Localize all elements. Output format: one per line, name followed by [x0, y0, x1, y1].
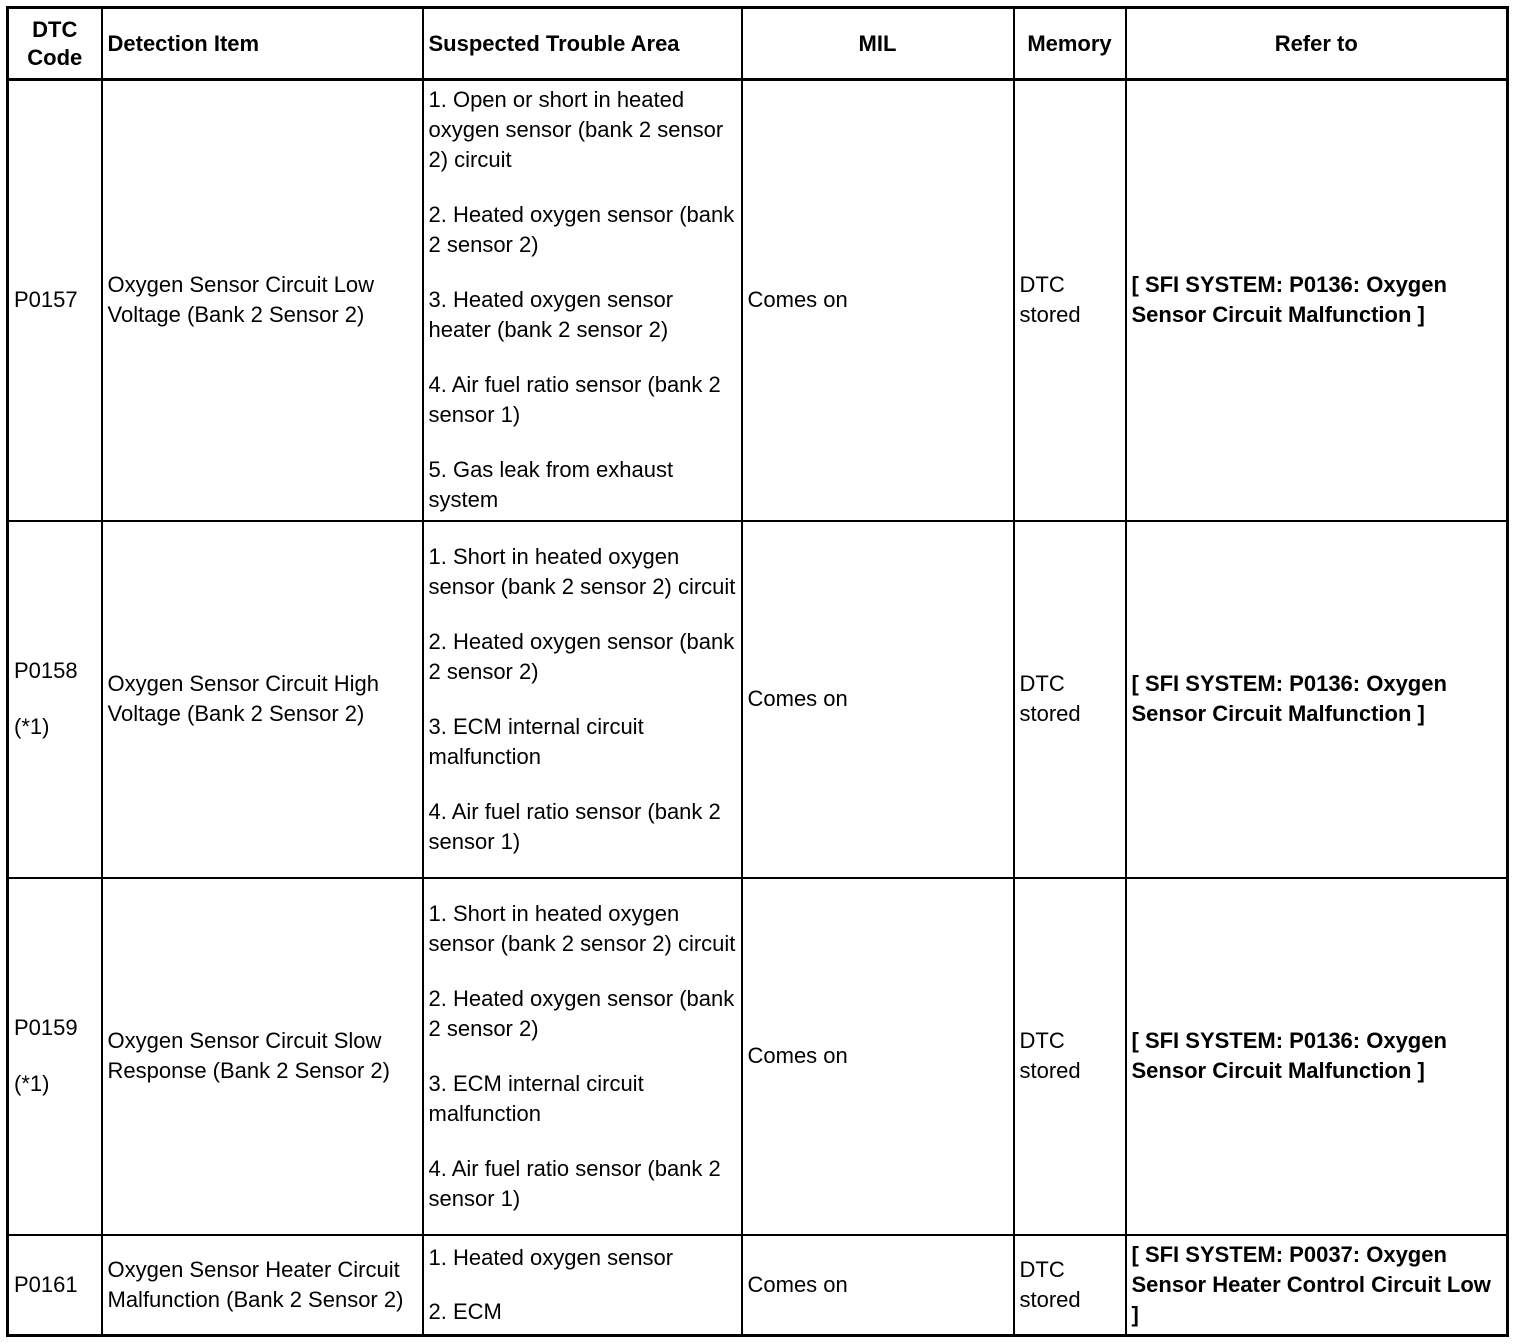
trouble-area-cell — [423, 521, 742, 878]
refer-to-link[interactable]: [ SFI SYSTEM: P0037: Oxygen Sensor Heater Control Circuit Low ] — [1126, 1235, 1508, 1336]
memory-cell: DTC stored — [1014, 878, 1126, 1235]
memory-cell: DTC stored — [1014, 1235, 1126, 1336]
dtc-code-cell — [8, 80, 102, 521]
trouble-item: 3. ECM internal circuit malfunction — [428, 1070, 644, 1126]
header-memory: Memory — [1014, 8, 1126, 80]
dtc-code: P0157 — [14, 287, 78, 313]
dtc-code: P0159 — [14, 1015, 78, 1040]
refer-to-link[interactable]: [ SFI SYSTEM: P0136: Oxygen Sensor Circuit Malfunction ] — [1126, 521, 1508, 878]
header-suspected-trouble-area: Suspected Trouble Area — [423, 8, 742, 80]
header-detection-item: Detection Item — [102, 8, 423, 80]
trouble-item: 1. Heated oxygen sensor — [428, 1244, 674, 1270]
header-refer-to: Refer to — [1126, 8, 1508, 80]
dtc-code-cell — [8, 521, 102, 878]
memory-cell: DTC stored — [1014, 521, 1126, 878]
header-dtc-code — [8, 8, 102, 80]
detection-item-cell: Oxygen Sensor Circuit Slow Response (Bank 2 Sensor 2) — [102, 878, 423, 1235]
trouble-item: 4. Air fuel ratio sensor (bank 2 sensor 1) — [428, 798, 721, 854]
trouble-item: 4. Air fuel ratio sensor (bank 2 sensor 1) — [428, 1155, 721, 1211]
refer-to-link[interactable]: [ SFI SYSTEM: P0136: Oxygen Sensor Circuit Malfunction ] — [1126, 878, 1508, 1235]
trouble-item: 1. Short in heated oxygen sensor (bank 2 sensor 2) circuit — [428, 543, 736, 599]
detection-item-cell: Oxygen Sensor Circuit Low Voltage (Bank 2 Sensor 2) — [102, 80, 423, 521]
memory-cell: DTC stored — [1014, 80, 1126, 521]
header-mil: MIL — [742, 8, 1014, 80]
refer-to-link[interactable]: [ SFI SYSTEM: P0136: Oxygen Sensor Circuit Malfunction ] — [1126, 80, 1508, 521]
trouble-item: 2. Heated oxygen sensor (bank 2 sensor 2) — [428, 628, 735, 684]
trouble-item: 1. Open or short in heated oxygen sensor (bank 2 sensor 2) circuit — [428, 87, 724, 173]
trouble-item: 4. Air fuel ratio sensor (bank 2 sensor 1) — [428, 372, 721, 428]
header-row — [8, 8, 1508, 80]
table-row — [8, 80, 1508, 521]
trouble-area-cell — [423, 80, 742, 521]
trouble-item: 2. Heated oxygen sensor (bank 2 sensor 2) — [428, 202, 735, 258]
trouble-item: 5. Gas leak from exhaust system — [428, 457, 674, 513]
table-row — [8, 878, 1508, 1235]
table-row — [8, 1235, 1508, 1336]
trouble-area-cell — [423, 878, 742, 1235]
trouble-item: 1. Short in heated oxygen sensor (bank 2 sensor 2) circuit — [428, 900, 736, 956]
mil-cell: Comes on — [742, 521, 1014, 878]
mil-cell: Comes on — [742, 80, 1014, 521]
trouble-item: 3. ECM internal circuit malfunction — [428, 713, 644, 769]
detection-item-cell: Oxygen Sensor Heater Circuit Malfunction (Bank 2 Sensor 2) — [102, 1235, 423, 1336]
table-row — [8, 521, 1508, 878]
trouble-item: 3. Heated oxygen sensor heater (bank 2 sensor 2) — [428, 287, 674, 343]
dtc-code-cell — [8, 878, 102, 1235]
dtc-footnote: (*1) — [14, 1071, 50, 1096]
trouble-item: 2. Heated oxygen sensor (bank 2 sensor 2) — [428, 985, 735, 1041]
dtc-code: P0158 — [14, 658, 78, 683]
detection-item-cell: Oxygen Sensor Circuit High Voltage (Bank 2 Sensor 2) — [102, 521, 423, 878]
trouble-item: 2. ECM — [428, 1298, 502, 1324]
trouble-area-cell — [423, 1235, 742, 1336]
dtc-table — [6, 6, 1509, 1337]
dtc-footnote: (*1) — [14, 714, 50, 739]
dtc-code: P0161 — [14, 1271, 78, 1297]
mil-cell: Comes on — [742, 1235, 1014, 1336]
mil-cell: Comes on — [742, 878, 1014, 1235]
dtc-code-cell — [8, 1235, 102, 1336]
header-dtc-code-label: DTC Code — [27, 16, 83, 70]
